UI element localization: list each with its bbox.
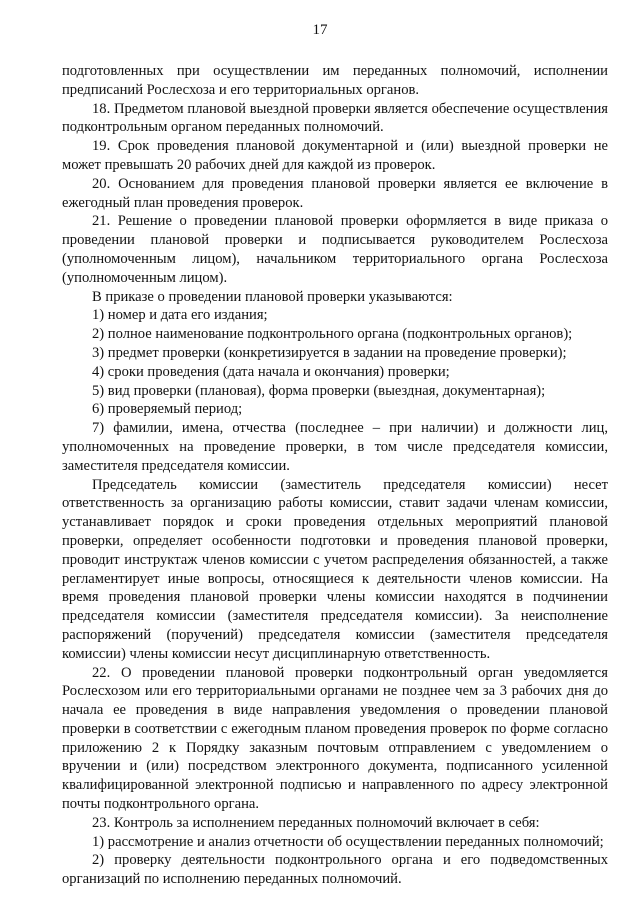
page-number: 17 xyxy=(312,22,328,38)
paragraph: 2) проверку деятельности подконтрольного органа и его подведомственных организаций по исполнению переданных полномочий. xyxy=(62,852,608,888)
paragraph: В приказе о проведении плановой проверки указываются: xyxy=(92,288,453,305)
paragraph: 22. О проведении плановой проверки подконтрольный орган уведомляется Рослесхозом или его территориальными органами не позднее чем за 3 рабочих дня до начала ее проведения в виде направления уведомления о проведении плановой проверки в соответствии с ежегодным планом проведения проверок по форме согласно приложению 2 к Порядку заказным почтовым отправлением с уведомлением о вручении и (или) посредством электронного документа, подписанного усиленной квалифицированной электронной подписью и направленного по адресу электронной почты подконтрольного органа. xyxy=(62,664,608,813)
paragraph: Председатель комиссии (заместитель председателя комиссии) несет ответственность за организацию работы комиссии, ставит задачи членам комиссии, устанавливает порядок и сроки проведения отдельных мероприятий плановой проверки, определяет особенности подготовки и проведения плановой проверки, проводит инструктаж членов комиссии с учетом распределения обязанностей, а также регламентирует иные вопросы, относящиеся к деятельности членов комиссии. На время проведения плановой проверки члены комиссии находятся в подчинении председателя комиссии (заместителя председателя комиссии). За неисполнение распоряжений (поручений) председателя комиссии (заместителя председателя комиссии) члены комиссии несут дисциплинарную ответственность. xyxy=(62,476,608,662)
paragraph: 7) фамилии, имена, отчества (последнее – при наличии) и должности лиц, уполномоченных на проведение проверки, в том числе председателя комиссии, заместителя председателя комиссии. xyxy=(62,420,608,474)
paragraph: 1) номер и дата его издания; xyxy=(92,307,268,324)
paragraph: 3) предмет проверки (конкретизируется в задании на проведение проверки); xyxy=(92,344,567,361)
paragraph: 2) полное наименование подконтрольного органа (подконтрольных органов); xyxy=(92,326,573,343)
paragraph: 20. Основанием для проведения плановой проверки является ее включение в ежегодный план проведения проверок. xyxy=(62,175,608,211)
paragraph: 5) вид проверки (плановая), форма проверки (выездная, документарная); xyxy=(92,382,546,399)
document-body xyxy=(62,62,608,889)
paragraph: 19. Срок проведения плановой документарной и (или) выездной проверки не может превышать 20 рабочих дней для каждой из проверок. xyxy=(62,138,608,173)
paragraph: 23. Контроль за исполнением переданных полномочий включает в себя: xyxy=(92,814,540,831)
paragraph: 18. Предметом плановой выездной проверки является обеспечение осуществления подконтрольным органом переданных полномочий. xyxy=(62,100,608,136)
paragraph: 4) сроки проведения (дата начала и окончания) проверки; xyxy=(92,363,450,380)
paragraph: подготовленных при осуществлении им переданных полномочий, исполнении предписаний Рослесхоза и его территориальных органов. xyxy=(62,63,608,98)
paragraph: 1) рассмотрение и анализ отчетности об осуществлении переданных полномочий; xyxy=(92,833,604,850)
paragraph: 6) проверяемый период; xyxy=(92,401,243,418)
paragraph: 21. Решение о проведении плановой проверки оформляется в виде приказа о проведении плановой проверки и подписывается руководителем Рослесхоза (уполномоченным лицом), начальником территориального органа Рослесхоза (уполномоченным лицом). xyxy=(62,213,608,286)
